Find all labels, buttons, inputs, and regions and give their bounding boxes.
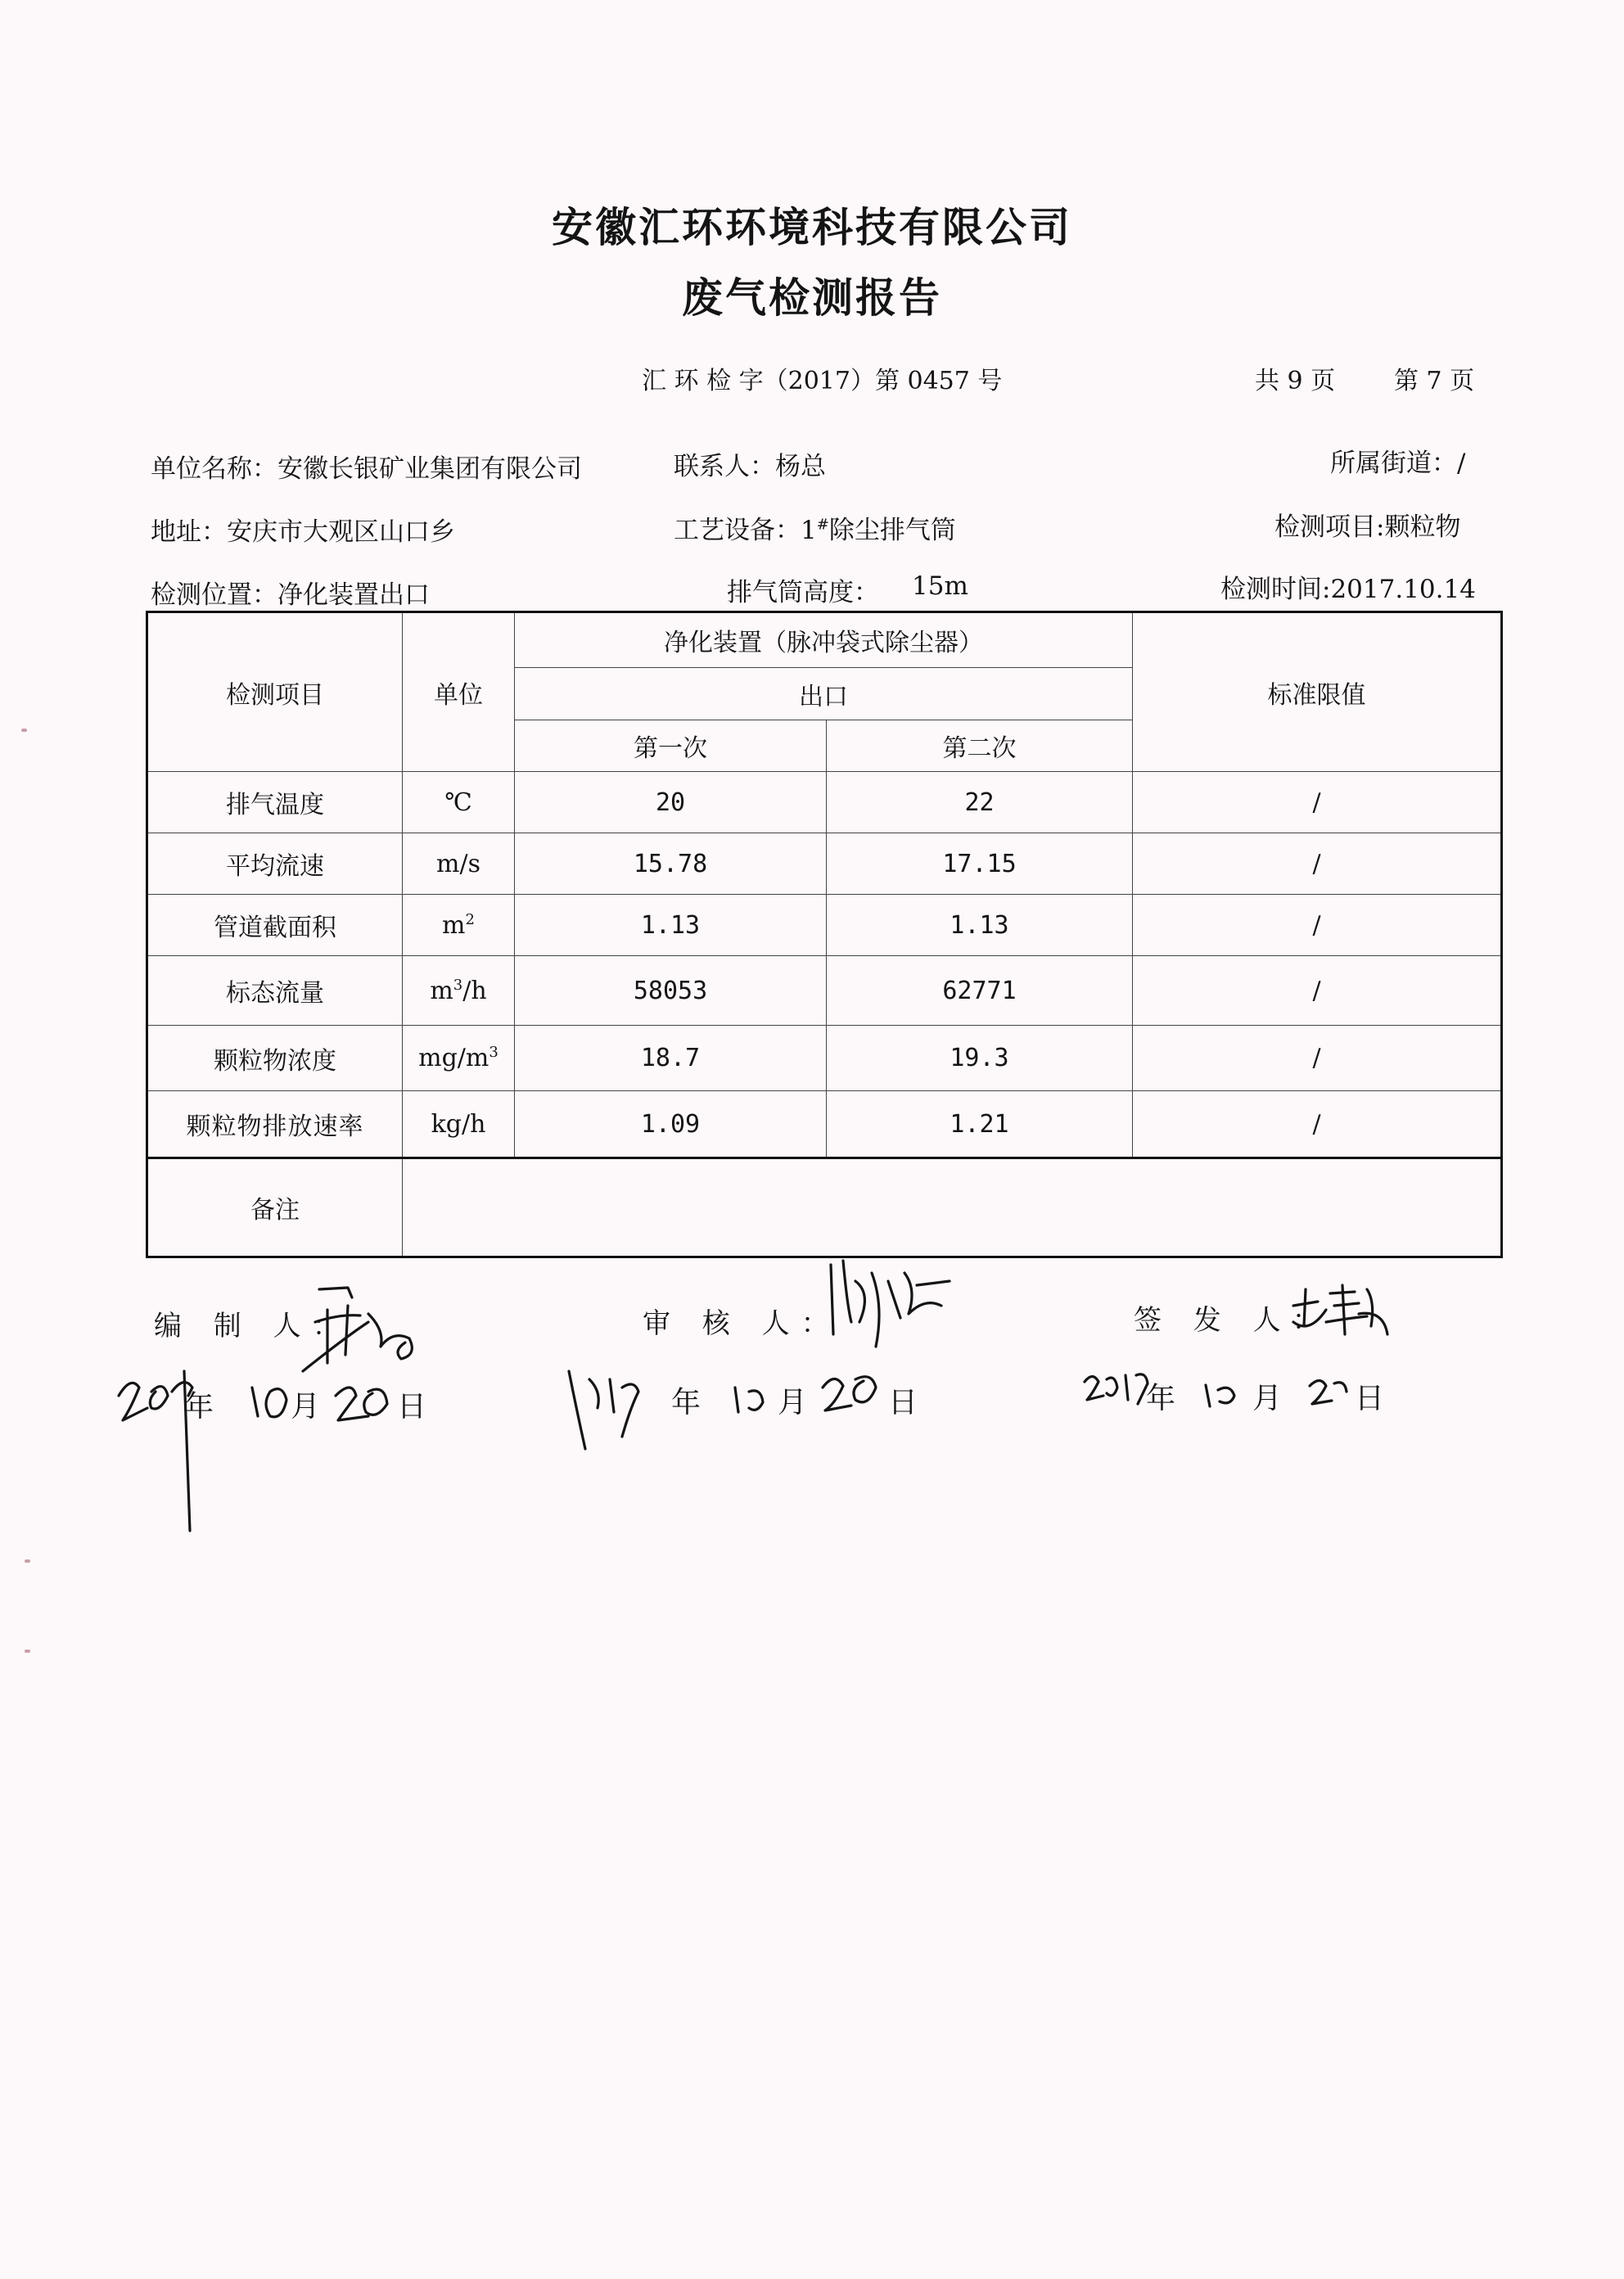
unit-text: mg/m bbox=[418, 1044, 489, 1072]
equipment-label: 工艺设备：1 bbox=[674, 516, 817, 545]
remark-row bbox=[147, 1158, 1502, 1257]
test-position: 检测位置：净化装置出口 bbox=[151, 580, 430, 610]
reviewer-handwritten-year bbox=[565, 1363, 679, 1461]
table-row bbox=[147, 895, 1502, 956]
row-value-first: 1.13 bbox=[515, 895, 827, 956]
unit-text: m bbox=[430, 976, 453, 1005]
row-value-second: 62771 bbox=[827, 956, 1133, 1026]
row-value-first: 20 bbox=[515, 772, 827, 833]
reviewer-month-char: 月 bbox=[778, 1386, 808, 1419]
unit-superscript: 3 bbox=[453, 976, 463, 994]
stack-height-label: 排气筒高度： bbox=[727, 578, 879, 607]
unit-tail: /h bbox=[462, 976, 487, 1005]
issuer-handwritten-day bbox=[1306, 1371, 1355, 1412]
stack-height-value: 15m bbox=[912, 571, 968, 601]
reviewer-handwritten-month bbox=[729, 1379, 778, 1420]
report-title: 废气检测报告 bbox=[682, 274, 942, 322]
remark-value bbox=[403, 1158, 1502, 1257]
row-value-second: 1.21 bbox=[827, 1091, 1133, 1158]
row-unit bbox=[403, 772, 515, 833]
equipment-name: 除尘排气筒 bbox=[828, 516, 956, 545]
reviewer-handwritten-day bbox=[819, 1363, 892, 1420]
issuer-year-char: 年 bbox=[1146, 1382, 1176, 1415]
row-limit: / bbox=[1133, 772, 1502, 833]
row-item: 颗粒物排放速率 bbox=[147, 1091, 403, 1158]
row-unit bbox=[403, 895, 515, 956]
reviewer-signature bbox=[827, 1257, 990, 1379]
header-item: 检测项目 bbox=[147, 612, 403, 772]
row-unit bbox=[403, 833, 515, 895]
row-limit: / bbox=[1133, 956, 1502, 1026]
scan-mark bbox=[21, 729, 27, 732]
unit-text: kg/h bbox=[431, 1109, 486, 1139]
equipment-superscript: # bbox=[816, 516, 829, 534]
report-number: 汇 环 检 字（2017）第 0457 号 bbox=[642, 367, 1003, 395]
test-item: 检测项目:颗粒物 bbox=[1274, 512, 1461, 542]
row-value-first: 1.09 bbox=[515, 1091, 827, 1158]
reviewer-label: 审 核 人： bbox=[643, 1307, 841, 1340]
row-value-second: 19.3 bbox=[827, 1026, 1133, 1091]
street: 所属街道：/ bbox=[1330, 449, 1466, 478]
row-unit bbox=[403, 956, 515, 1026]
compiler-day-char: 日 bbox=[397, 1390, 427, 1424]
unit-superscript: 3 bbox=[489, 1044, 498, 1061]
row-unit bbox=[403, 1091, 515, 1158]
table-row bbox=[147, 772, 1502, 833]
row-value-second: 22 bbox=[827, 772, 1133, 833]
reviewer-year-char: 年 bbox=[671, 1386, 701, 1419]
row-item: 管道截面积 bbox=[147, 895, 403, 956]
company-name: 安徽汇环环境科技有限公司 bbox=[552, 204, 1072, 251]
row-item: 颗粒物浓度 bbox=[147, 1026, 403, 1091]
row-value-first: 58053 bbox=[515, 956, 827, 1026]
row-limit: / bbox=[1133, 1091, 1502, 1158]
unit-text: ℃ bbox=[444, 787, 472, 817]
emission-table bbox=[146, 611, 1503, 1258]
table-row bbox=[147, 956, 1502, 1026]
row-limit: / bbox=[1133, 895, 1502, 956]
table-row bbox=[147, 1026, 1502, 1091]
unit-superscript: 2 bbox=[465, 910, 475, 928]
header-second: 第二次 bbox=[827, 720, 1133, 772]
compiler-year-char: 年 bbox=[184, 1390, 214, 1424]
header-device: 净化装置（脉冲袋式除尘器） bbox=[515, 612, 1133, 668]
header-first: 第一次 bbox=[515, 720, 827, 772]
issuer-handwritten-year bbox=[1080, 1367, 1154, 1416]
issuer-label: 签 发 人： bbox=[1134, 1304, 1332, 1337]
test-time: 检测时间:2017.10.14 bbox=[1220, 575, 1476, 604]
row-unit bbox=[403, 1026, 515, 1091]
compiler-handwritten-day bbox=[332, 1375, 397, 1433]
row-value-first: 15.78 bbox=[515, 833, 827, 895]
row-item: 标态流量 bbox=[147, 956, 403, 1026]
table-row bbox=[147, 1091, 1502, 1158]
issuer-month-char: 月 bbox=[1252, 1382, 1283, 1415]
row-item: 排气温度 bbox=[147, 772, 403, 833]
scan-mark bbox=[25, 1559, 30, 1563]
process-equipment bbox=[674, 509, 956, 546]
issuer-day-char: 日 bbox=[1355, 1382, 1385, 1415]
header-unit: 单位 bbox=[403, 612, 515, 772]
row-value-second: 17.15 bbox=[827, 833, 1133, 895]
scan-mark bbox=[25, 1649, 30, 1653]
compiler-signature bbox=[270, 1273, 467, 1388]
page-number: 第 7 页 bbox=[1394, 367, 1475, 395]
table-row bbox=[147, 833, 1502, 895]
row-limit: / bbox=[1133, 1026, 1502, 1091]
row-value-second: 1.13 bbox=[827, 895, 1133, 956]
header-outlet: 出口 bbox=[515, 668, 1133, 720]
contact-person: 联系人：杨总 bbox=[674, 452, 826, 481]
row-limit: / bbox=[1133, 833, 1502, 895]
issuer-signature bbox=[1289, 1277, 1412, 1359]
remark-label: 备注 bbox=[147, 1158, 403, 1257]
unit-text: m bbox=[442, 910, 466, 940]
row-value-first: 18.7 bbox=[515, 1026, 827, 1091]
unit-name: 单位名称：安徽长银矿业集团有限公司 bbox=[151, 454, 582, 484]
unit-text: m/s bbox=[436, 849, 480, 878]
address: 地址：安庆市大观区山口乡 bbox=[151, 517, 455, 547]
issuer-handwritten-month bbox=[1202, 1375, 1251, 1412]
row-item: 平均流速 bbox=[147, 833, 403, 895]
compiler-month-char: 月 bbox=[291, 1390, 321, 1424]
compiler-label: 编 制 人： bbox=[154, 1310, 352, 1343]
header-limit: 标准限值 bbox=[1133, 612, 1502, 772]
reviewer-day-char: 日 bbox=[888, 1386, 918, 1419]
total-pages: 共 9 页 bbox=[1255, 367, 1336, 395]
